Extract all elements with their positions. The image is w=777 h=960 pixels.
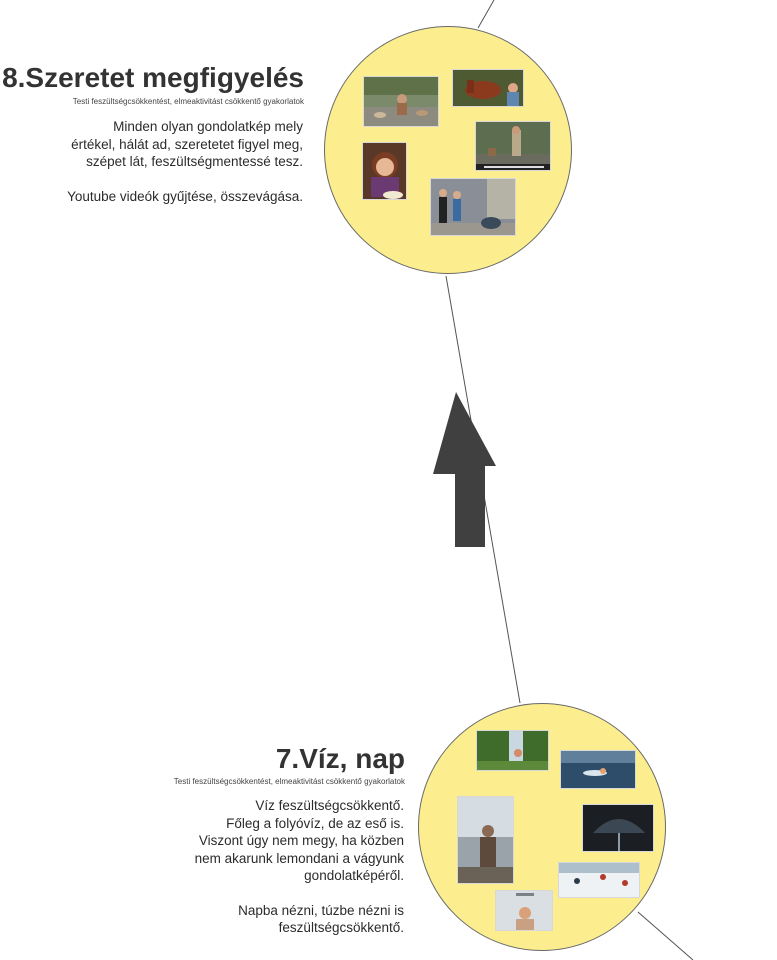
section7-line: gondolatképéről. (304, 868, 404, 883)
section8-line (67, 171, 303, 188)
umbrella-rain-photo-icon (582, 804, 654, 852)
section8-line: Youtube videók gyűjtése, összevágása. (67, 188, 303, 204)
section7-line: Napba nézni, túzbe nézni is (238, 902, 404, 918)
girl-portrait-photo-icon (362, 142, 407, 200)
section8-line: Minden olyan gondolatkép mely (113, 119, 303, 134)
section8-description (67, 118, 303, 205)
path-line-top (478, 0, 494, 28)
section8-title: 8.Szeretet megfigyelés (2, 62, 304, 93)
section7-line: Víz feszültségcsökkentő. (255, 798, 404, 813)
section7-line: Viszont úgy nem megy, ha közben (198, 833, 404, 848)
street-helping-photo-icon (430, 178, 516, 236)
section7-line (195, 885, 404, 902)
path-line-bottom (638, 912, 693, 960)
section7-line: nem akarunk lemondani a vágyunk (194, 850, 404, 866)
swimmer-photo-icon (560, 750, 636, 789)
up-arrow-icon (433, 392, 496, 547)
horse-photo-icon (452, 69, 524, 107)
park-dogs-photo-icon (363, 76, 439, 127)
section7-title: 7.Víz, nap (275, 743, 405, 774)
section8-line: értékel, hálát ad, szeretetet figyel meg, (71, 136, 303, 152)
section7-description (195, 797, 404, 937)
section8-subtitle: Testi feszültségcsökkentést, elmeaktivitást csökkentő gyakorlatok (72, 97, 304, 106)
section7-subtitle: Testi feszültségcsökkentést, elmeaktivitást csökkentő gyakorlatok (173, 777, 405, 786)
waterfall-photo-icon (476, 730, 549, 771)
section7-line: feszültségcsökkentő. (278, 920, 404, 935)
shower-photo-icon (495, 890, 553, 931)
waterfall-person-photo-icon (457, 796, 514, 884)
snow-people-photo-icon (558, 862, 640, 898)
section8-line: szépet lát, feszültségmentessé tesz. (86, 154, 303, 169)
street-scene-photo-icon (475, 121, 551, 171)
section7-line: Főleg a folyóvíz, de az eső is. (226, 815, 404, 831)
